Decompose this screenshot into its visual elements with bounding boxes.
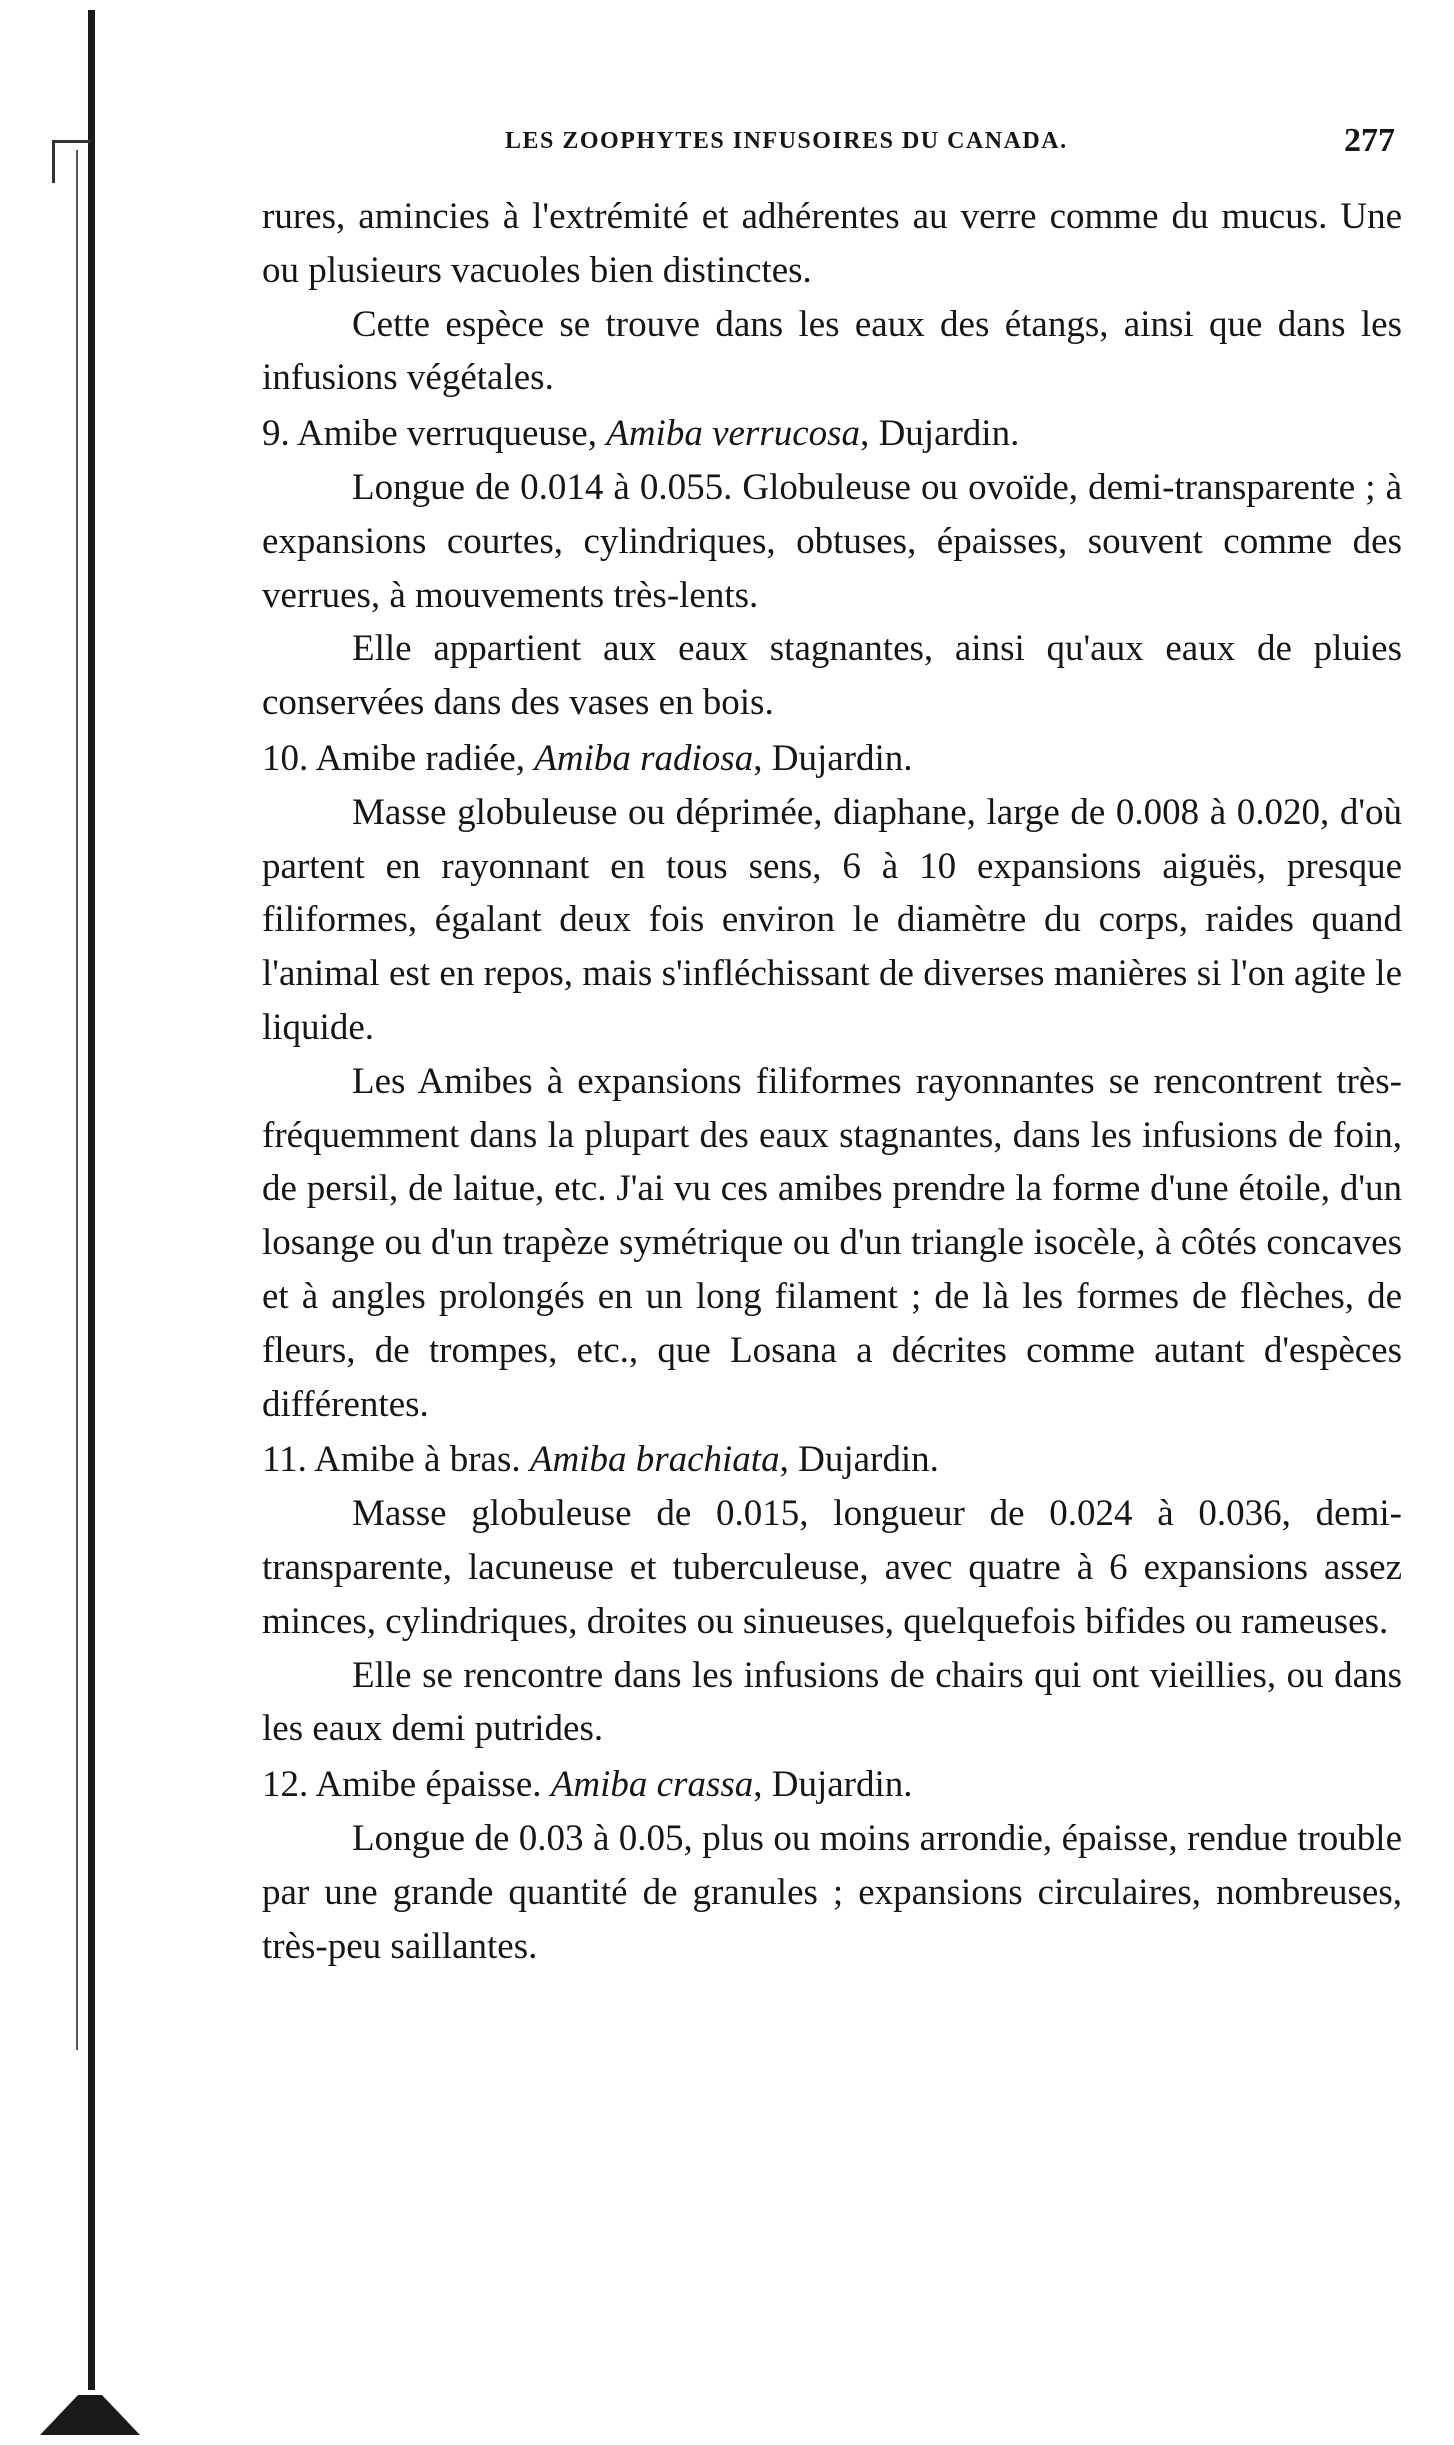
text-segment: rures, amincies à l'extrémité et adhérentes au verre comme du mucus. Une ou plusieurs vacuoles bien distinctes. xyxy=(262,196,1402,291)
species-entry xyxy=(262,732,1402,786)
text-segment: Elle se rencontre dans les infusions de chairs qui ont vieillies, ou dans les eaux demi putrides. xyxy=(262,1654,1402,1750)
scientific-name: Amiba radiosa xyxy=(534,737,754,779)
species-entry xyxy=(262,1433,1402,1487)
text-segment: 12. Amibe épaisse. xyxy=(262,1764,551,1806)
scientific-name: Amiba verrucosa xyxy=(606,413,861,455)
text-segment: , Dujardin. xyxy=(753,737,913,779)
binding-rule-thin xyxy=(76,150,78,2050)
species-entry xyxy=(262,1758,1402,1812)
paragraph xyxy=(262,1487,1402,1648)
scientific-name: Amiba brachiata xyxy=(529,1439,780,1481)
binding-margin xyxy=(0,0,140,2445)
paragraph xyxy=(262,1649,1402,1757)
text-segment: Les Amibes à expansions filiformes rayonnantes se rencontrent très-fréquemment dans la plupart des eaux stagnantes, dans les infusions de foin, de persil, de laitue, etc. J'ai vu ces amibes prendre la forme d'une étoile, d'un losange ou d'un trapèze symétrique ou d'un triangle isocèle, à côtés concaves et à angles prolongés en un long filament ; de là les formes de flèches, de fleurs, de trompes, etc., que Losana a décrites comme autant d'espèces différentes. xyxy=(262,1060,1402,1425)
text-segment: , Dujardin. xyxy=(779,1439,939,1481)
text-segment: Cette espèce se trouve dans les eaux des étangs, ainsi que dans les infusions végétales. xyxy=(262,303,1402,399)
text-segment: Elle appartient aux eaux stagnantes, ainsi qu'aux eaux de pluies conservées dans des vases en bois. xyxy=(262,628,1402,724)
paragraph xyxy=(262,1812,1402,1973)
page-header xyxy=(505,122,1395,162)
paragraph xyxy=(262,190,1402,298)
text-segment: Longue de 0.014 à 0.055. Globuleuse ou ovoïde, demi-transparente ; à expansions courtes, cylindriques, obtuses, épaisses, souvent comme des verrues, à mouvements très-lents. xyxy=(262,466,1402,616)
running-title: LES ZOOPHYTES INFUSOIRES DU CANADA. xyxy=(505,128,1068,154)
binding-mark xyxy=(52,140,91,183)
page-body xyxy=(262,190,1402,1973)
scientific-name: Amiba crassa xyxy=(550,1764,754,1806)
text-segment: Longue de 0.03 à 0.05, plus ou moins arrondie, épaisse, rendue trouble par une grande quantité de granules ; expansions circulaires, nombreuses, très-peu saillantes. xyxy=(262,1817,1402,1967)
paragraph xyxy=(262,298,1402,406)
text-segment: 9. Amibe verruqueuse, xyxy=(262,413,607,455)
text-segment: 11. Amibe à bras. xyxy=(262,1439,530,1481)
text-segment: Masse globuleuse de 0.015, longueur de 0.024 à 0.036, demi-transparente, lacuneuse et tuberculeuse, avec quatre à 6 expansions assez minces, cylindriques, droites ou sinueuses, quelquefois bifides ou rameuses. xyxy=(262,1493,1402,1642)
text-segment: , Dujardin. xyxy=(753,1764,913,1806)
binding-base xyxy=(40,2395,140,2435)
paragraph xyxy=(262,786,1402,1055)
paragraph xyxy=(262,1055,1402,1432)
paragraph xyxy=(262,622,1402,730)
binding-rule xyxy=(88,10,95,2390)
text-segment: , Dujardin. xyxy=(860,413,1020,455)
text-segment: Masse globuleuse ou déprimée, diaphane, large de 0.008 à 0.020, d'où partent en rayonnant en tous sens, 6 à 10 expansions aiguës, presque filiformes, égalant deux fois environ le diamètre du corps, raides quand l'animal est en repos, mais s'infléchissant de diverses manières si l'on agite le liquide. xyxy=(262,791,1402,1048)
paragraph xyxy=(262,461,1402,622)
species-entry xyxy=(262,407,1402,461)
text-segment: 10. Amibe radiée, xyxy=(262,737,535,779)
page-number: 277 xyxy=(1344,122,1395,159)
